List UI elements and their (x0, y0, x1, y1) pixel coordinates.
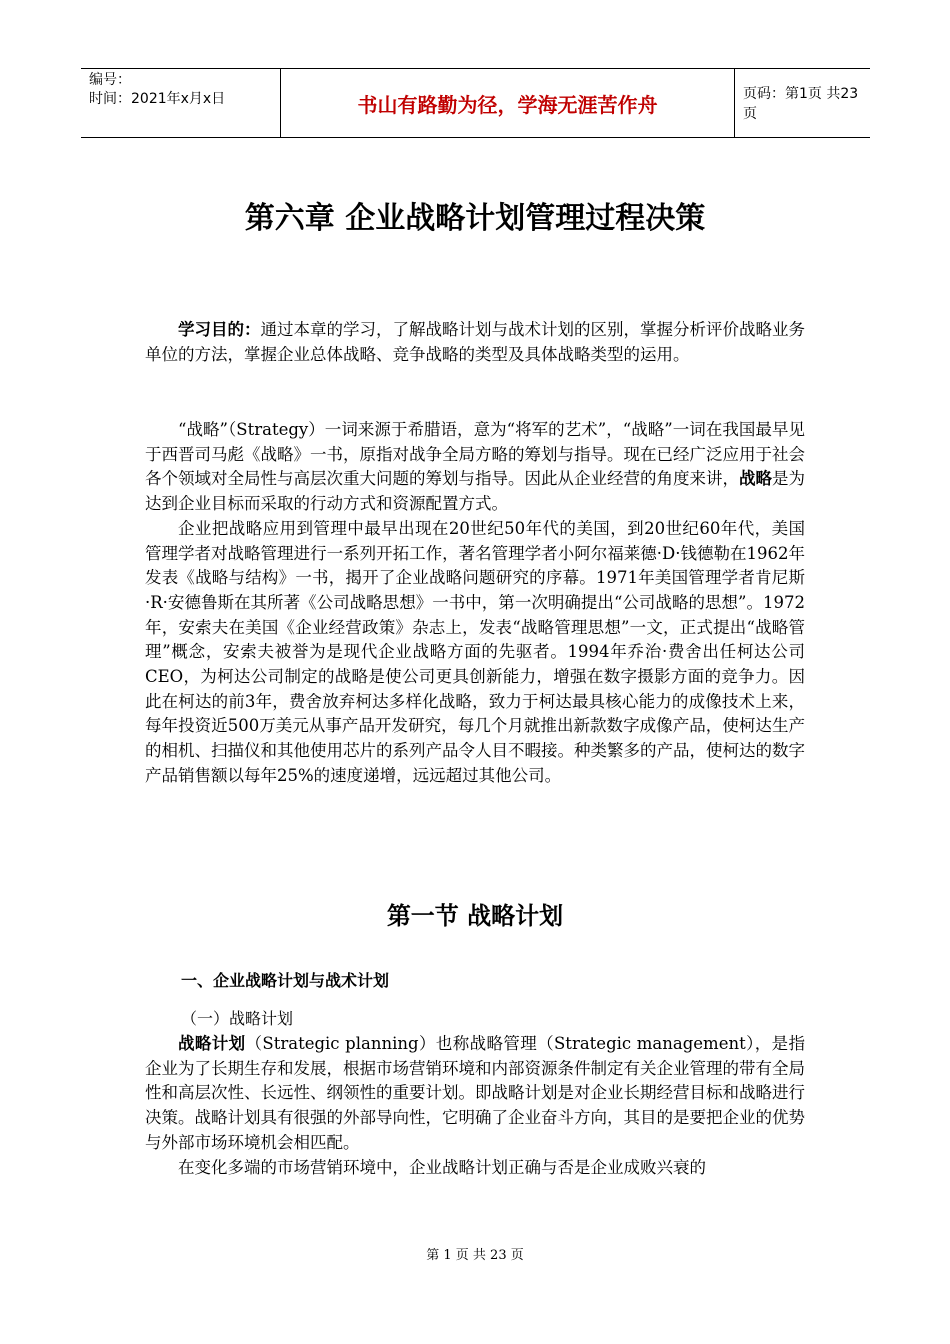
page-footer: 第 1 页 共 23 页 (426, 1248, 524, 1263)
heading-level-2: （一）战略计划 (181, 1009, 294, 1028)
intro-paragraph-2: 企业把战略应用到管理中最早出现在20世纪50年代的美国，到20世纪60年代，美国管理学者对战略管理进行一系列开拓工作，著名管理学者小阿尔福莱德·D·钱德勒在1962年发表《战略与结构》一书，揭开了企业战略问题研究的序幕。1971年美国管理学者肯尼斯·R·安德鲁斯在其所著《公司战略思想》一书中，第一次明确提出“公司战略的思想”。1972年，安索夫在美国《企业经营政策》杂志上，发表“战略管理思想”一文，正式提出“战略管理”概念，安索夫被誉为是现代企业战略方面的先驱者。1994年乔治·费舍出任柯达公司CEO，为柯达公司制定的战略是使公司更具创新能力，增强在数字摄影方面的竞争力。因此在柯达的前3年，费舍放弃柯达多样化战略，致力于柯达最具核心能力的成像技术上来，每年投资近500万美元从事产品开发研究，每几个月就推出新款数字成像产品，使柯达生产的相机、扫描仪和其他使用芯片的系列产品令人目不暇接。种类繁多的产品，使柯达的数字产品销售额以每年25%的速度递增，远远超过其他公司。 (145, 518, 805, 785)
chapter-title: 第六章 企业战略计划管理过程决策 (244, 201, 706, 236)
term: 战略计划 (178, 1034, 246, 1053)
next-paragraph: 在变化多端的市场营销环境中，企业战略计划正确与否是企业成败兴衰的 (178, 1157, 706, 1177)
date-label: 时间：2021年x月x日 (89, 91, 226, 107)
objective-text: 通过本章的学习，了解战略计划与战术计划的区别，掌握分析评价战略业务单位的方法，掌握企业总体战略、竞争战略的类型及具体战略类型的运用。 (145, 320, 805, 364)
definition-paragraph: 战略计划（Strategic planning）也称战略管理（Strategic management），是指企业为了长期生存和发展，根据市场营销环境和内部资源条件制定有关企业管理的带有全局性和高层次性、长远性、纲领性的重要计划。即战略计划是对企业长期经营目标和战略进行决策。战略计划具有很强的外部导向性，它明确了企业奋斗方向，其目的是要把企业的优势与外部市场环境机会相匹配。 (145, 1034, 805, 1152)
id-label: 编号： (89, 72, 131, 88)
objective-label: 学习目的： (178, 320, 261, 339)
intro-text (145, 418, 805, 789)
intro-paragraph-1: “战略”（Strategy）一词来源于希腊语，意为“将军的艺术”，“战略”一词在我国最早见于西晋司马彪《战略》一书，原指对战争全局方略的筹划与指导。现在已经广泛应用于社会各个领域对全局性与高层次重大问题的筹划与指导。因此从企业经营的角度来讲，战略是为达到企业目标而采取的行动方式和资源配置方式。 (145, 420, 805, 514)
learning-objective (145, 318, 805, 367)
strategic-planning-text (145, 1032, 805, 1180)
page-header (81, 68, 870, 138)
heading-level-1: 一、企业战略计划与战术计划 (181, 971, 390, 990)
header-meta (81, 69, 281, 137)
header-page-info: 页码：第1页 共23页 (743, 86, 859, 122)
section-title: 第一节 战略计划 (386, 901, 564, 930)
header-motto: 书山有路勤为径，学海无涯苦作舟 (281, 69, 735, 137)
